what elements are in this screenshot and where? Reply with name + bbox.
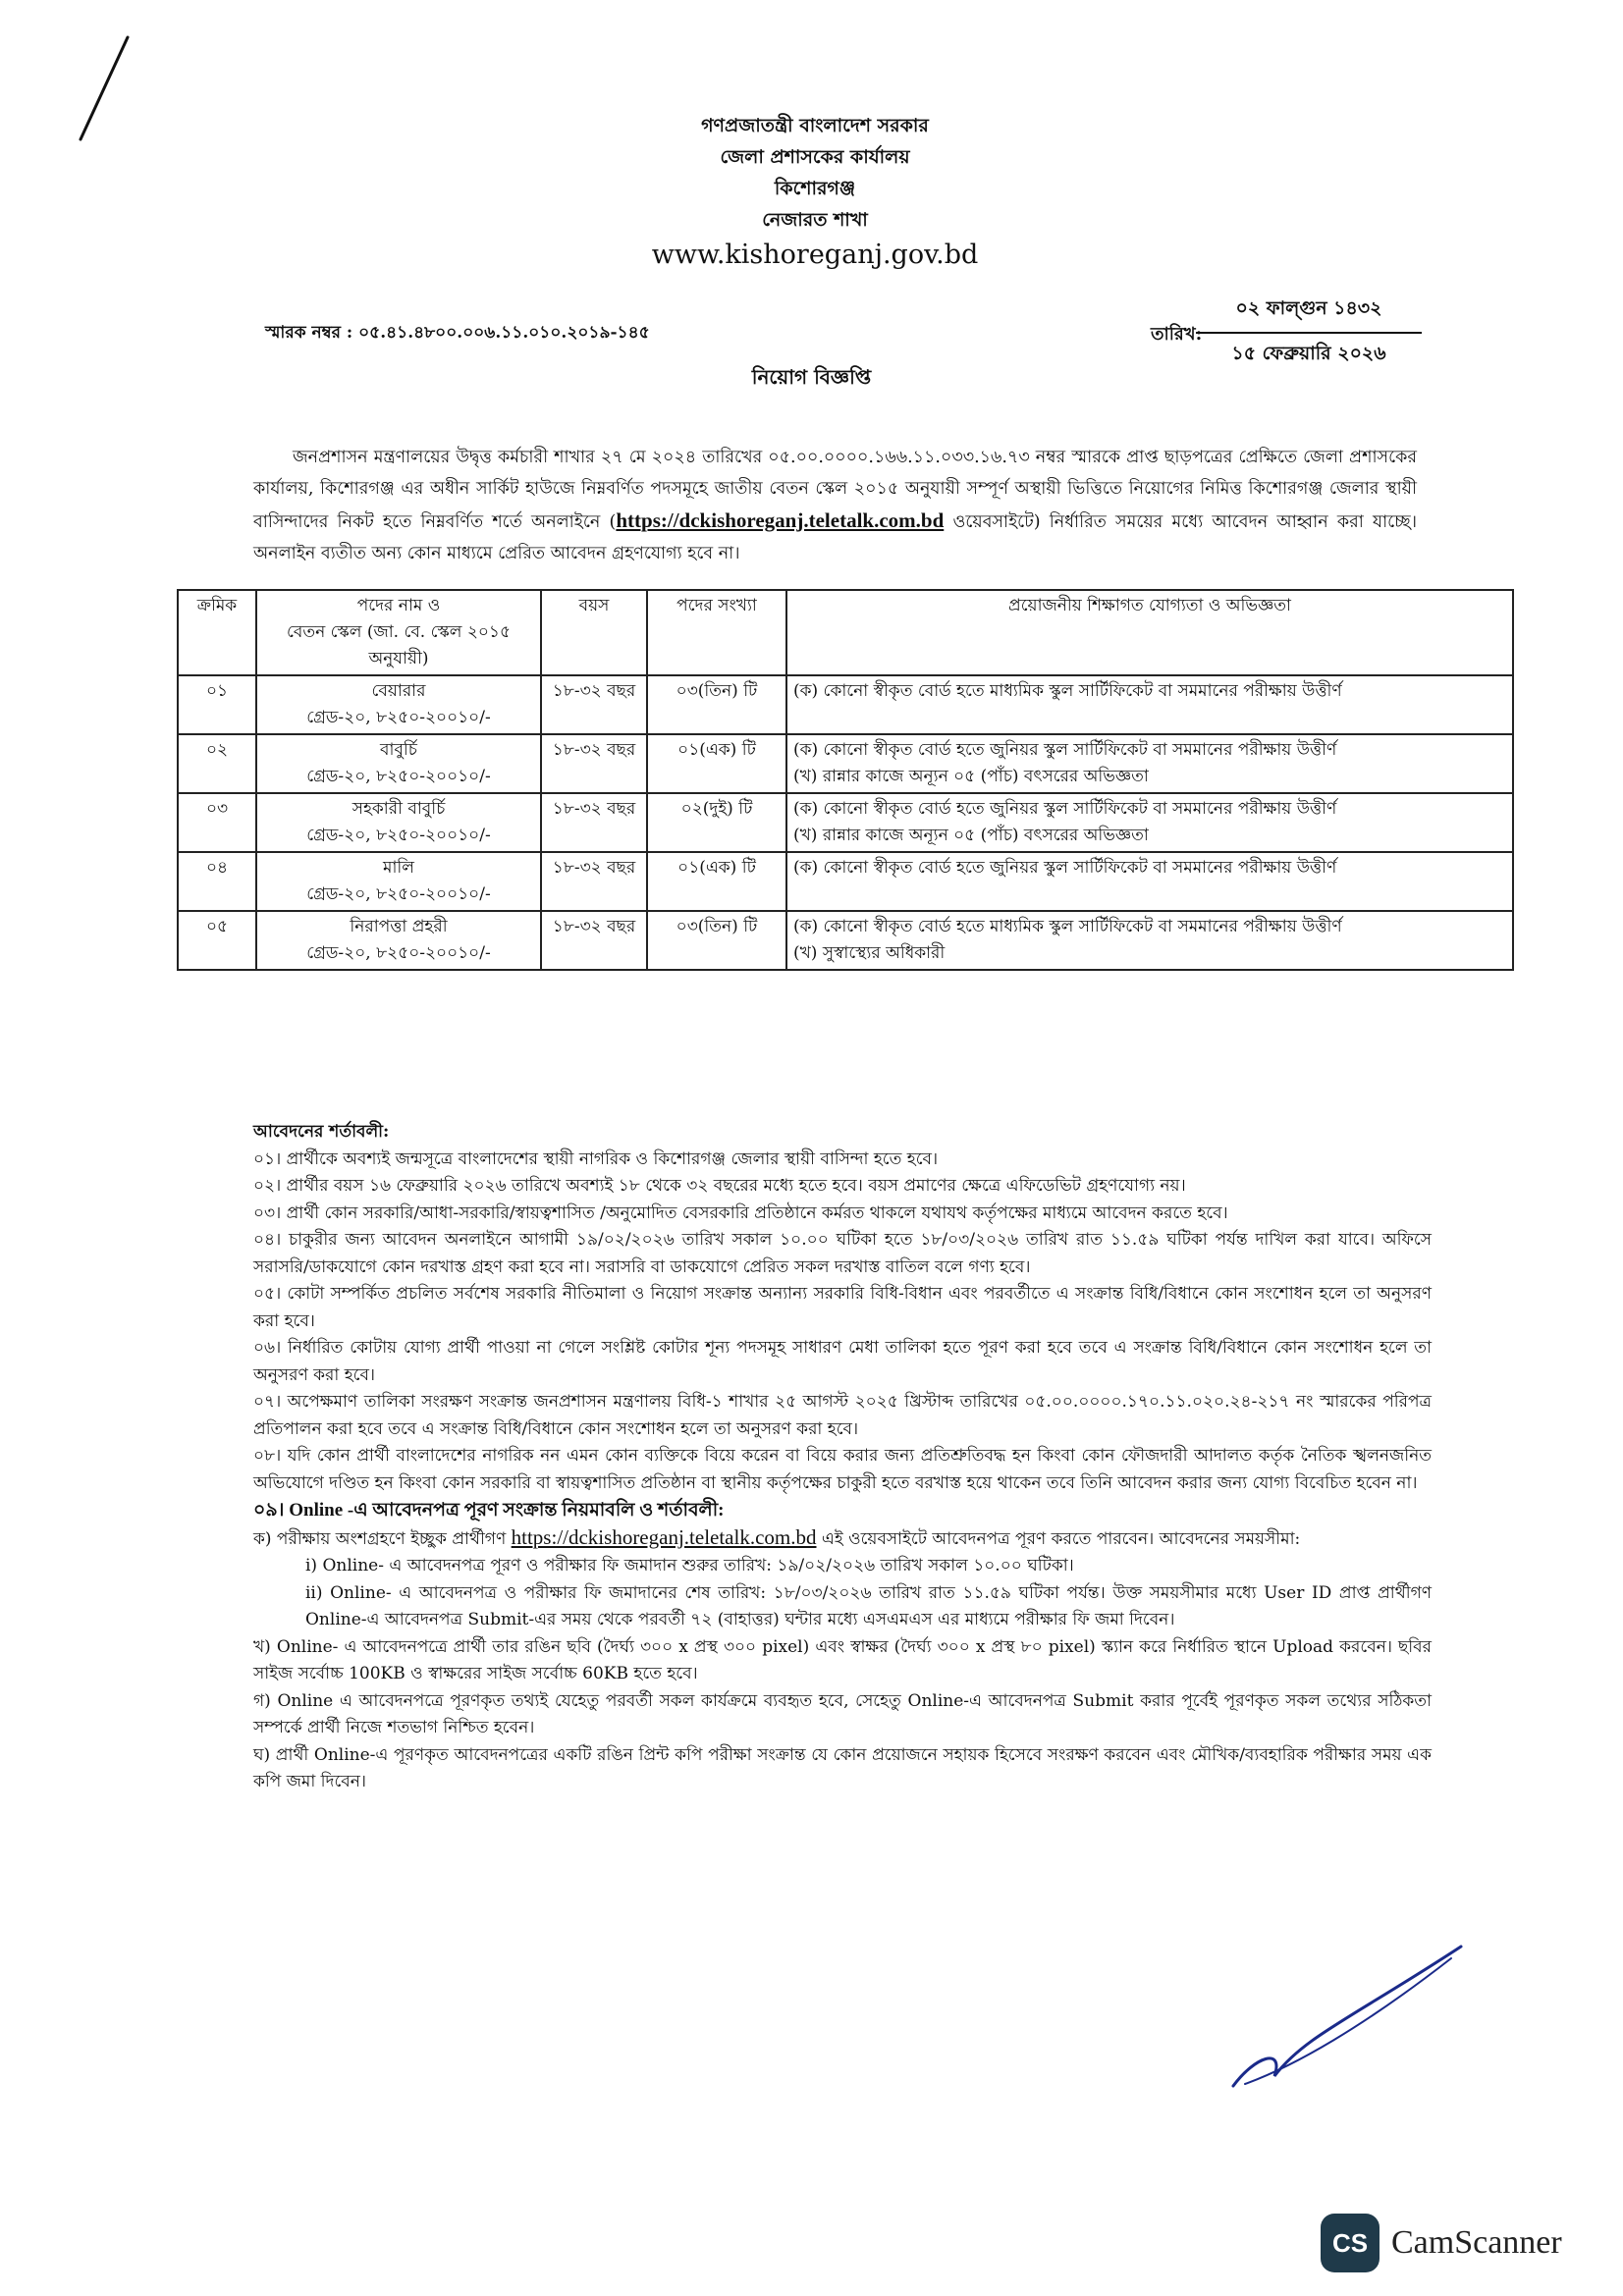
online-rule-start-date: i) Online- এ আবেদনপত্র পূরণ ও পরীক্ষার ফি জমাদান শুরুর তারিখ: ১৯/০২/২০২৬ তারিখ সকাল ১০.০০ ঘটিকা। — [305, 1556, 1074, 1575]
intro-text-1: জনপ্রশাসন মন্ত্রণালয়ের উদ্বৃত্ত কর্মচারী শাখার ২৭ মে ২০২৪ তারিখের ০৫.০০.০০০০.১৬৬.১১.০৩৩.১৬.৭৩ নম্বর স্মারকে প্রাপ্ত ছাড়পত্রের প্রেক্ষিতে জেলা প্রশাসকের কার্যালয়, কিশোরগঞ্জ এর অধীন সার্কিট হাউজে নিম্নবর্ণিত পদসমূহে জাতীয় বেতন স্কেল ২০১৫ অনুযায়ী সম্পূর্ণ অস্থায়ী ভিত্তিতে নিয়োগের নিমিত্ত কিশোরগঞ্জ জেলার স্থায়ী বাসিন্দাদের নিকট হতে নিম্নবর্ণিত শর্তে অনলাইনে ( — [253, 447, 1417, 532]
row-qualification-ka: (ক) কোনো স্বীকৃত বোর্ড হতে মাধ্যমিক স্কুল সার্টিফিকেট বা সমমানের পরীক্ষায় উত্তীর্ণ — [793, 681, 1342, 701]
table-row — [178, 852, 1513, 911]
row-qualification — [786, 675, 1513, 734]
condition-item: ০৬। নির্ধারিত কোটায় যোগ্য প্রার্থী পাওয়া না গেলে সংশ্লিষ্ট কোটার শূন্য পদসমূহ সাধারণ মেধা তালিকা হতে পূরণ করা হবে তবে এ সংক্রান্ত বিধি/বিধানে কোন সংশোধন হলে তা অনুসরণ করা হবে। — [253, 1338, 1432, 1385]
row-qualification-kha: (খ) রান্নার কাজে অন্যূন ০৫ (পাঁচ) বৎসরের অভিজ্ঞতা — [793, 767, 1149, 786]
row-pay-scale: গ্রেড-২০, ৮২৫০-২০০১০/- — [306, 826, 491, 845]
signature-mark — [1216, 1939, 1471, 2096]
header-government: গণপ্রজাতন্ত্রী বাংলাদেশ সরকার — [701, 115, 929, 136]
row-post — [256, 793, 541, 852]
condition-item: ০৪। চাকুরীর জন্য আবেদন অনলাইনে আগামী ১৯/০২/২০২৬ তারিখ সকাল ১০.০০ ঘটিকা হতে ১৮/০৩/২০২৬ তারিখ রাত ১১.৫৯ ঘটিকা পর্যন্ত দাখিল করা যাবে। অফিসে সরাসরি/ডাকযোগে কোন দরখাস্ত গ্রহণ করা হবে না। সরাসরি বা ডাকযোগে প্রেরিত সকল দরখাস্ত বাতিল বলে গণ্য হবে। — [253, 1230, 1432, 1277]
camscanner-watermark — [1321, 2212, 1562, 2274]
online-rule-ga: গ) Online এ আবেদনপত্রে পূরণকৃত তথ্যই যেহেতু পরবর্তী সকল কার্যক্রমে ব্যবহৃত হবে, সেহেতু Online-এ আবেদনপত্র Submit করার পূর্বেই পূরণকৃত সকল তথ্যের সঠিকতা সম্পর্কে প্রার্থী নিজে শতভাগ নিশ্চিত হবেন। — [253, 1690, 1432, 1737]
online-rule-kha: খ) Online- এ আবেদনপত্রে প্রার্থী তার রঙিন ছবি (দৈর্ঘ্য ৩০০ x প্রস্থ ৩০০ pixel) এবং স্বাক্ষর (দৈর্ঘ্য ৩০০ x প্রস্থ ৮০ pixel) স্ক্যান করে নির্ধারিত স্থানে Upload করবেন। ছবির সাইজ সর্বোচ্চ 100KB ও স্বাক্ষরের সাইজ সর্বোচ্চ 60KB হতে হবে। — [253, 1636, 1432, 1683]
header-office: জেলা প্রশাসকের কার্যালয় — [720, 146, 910, 168]
row-post-count: ০৩(তিন) টি — [647, 911, 786, 970]
row-post-name: সহকারী বাবুর্চি — [352, 799, 446, 819]
row-post — [256, 911, 541, 970]
camscanner-name: CamScanner — [1391, 2224, 1562, 2261]
row-qualification — [786, 911, 1513, 970]
condition-item: ০৫। কোটা সম্পর্কিত প্রচলিত সর্বশেষ সরকারি নীতিমালা ও নিয়োগ সংক্রান্ত অন্যান্য সরকারি বিধি-বিধান এবং পরবর্তীতে এ সংক্রান্ত বিধি/বিধানে কোন সংশোধন হলে তা অনুসরণ করা হবে। — [253, 1284, 1432, 1331]
row-pay-scale: গ্রেড-২০, ৮২৫০-২০০১০/- — [306, 708, 491, 727]
table-header-row — [178, 590, 1513, 675]
online-rule-ka-link[interactable]: https://dckishoreganj.teletalk.com.bd — [511, 1524, 817, 1549]
row-qualification-ka: (ক) কোনো স্বীকৃত বোর্ড হতে জুনিয়র স্কুল সার্টিফিকেট বা সমমানের পরীক্ষায় উত্তীর্ণ — [793, 799, 1337, 819]
row-pay-scale: গ্রেড-২০, ৮২৫০-২০০১০/- — [306, 884, 491, 904]
table-row — [178, 793, 1513, 852]
conditions-section — [253, 1119, 1432, 1796]
memo-number: স্মারক নম্বর : ০৫.৪১.৪৮০০.০০৬.১১.০১০.২০১৯-১৪৫ — [265, 323, 650, 343]
online-rule-ka — [253, 1524, 1432, 1554]
row-age: ১৮-৩২ বছর — [541, 793, 647, 852]
notice-title: নিয়োগ বিজ্ঞপ্তি — [751, 365, 872, 389]
row-qualification — [786, 793, 1513, 852]
row-post-count: ০১(এক) টি — [647, 852, 786, 911]
office-header — [550, 110, 1080, 271]
row-pay-scale: গ্রেড-২০, ৮২৫০-২০০১০/- — [306, 943, 491, 963]
condition-item: ০৩। প্রার্থী কোন সরকারি/আধা-সরকারি/স্বায়ত্বশাসিত /অনুমোদিত বেসরকারি প্রতিষ্ঠানে কর্মরত থাকলে যথাযথ কর্তৃপক্ষের মাধ্যমে আবেদন করতে হবে। — [253, 1202, 1228, 1223]
row-post-name: নিরাপত্তা প্রহরী — [350, 917, 448, 936]
row-post-name: বেয়ারার — [371, 681, 426, 701]
header-post-name-line2: বেতন স্কেল (জা. বে. স্কেল ২০১৫ অনুযায়ী) — [286, 622, 511, 668]
row-serial: ০২ — [178, 734, 256, 793]
online-rule-gha: ঘ) প্রার্থী Online-এ পূরণকৃত আবেদনপত্রের একটি রঙিন প্রিন্ট কপি পরীক্ষা সংক্রান্ত যে কোন প্রয়োজনে সহায়ক হিসেবে সংরক্ষণ করবেন এবং মৌখিক/ব্যবহারিক পরীক্ষার সময় এক কপি জমা দিবেন। — [253, 1744, 1432, 1791]
intro-paragraph — [253, 442, 1417, 569]
row-serial: ০৪ — [178, 852, 256, 911]
row-serial: ০১ — [178, 675, 256, 734]
row-age: ১৮-৩২ বছর — [541, 734, 647, 793]
row-age: ১৮-৩২ বছর — [541, 852, 647, 911]
header-serial: ক্রমিক — [178, 590, 256, 675]
row-serial: ০৫ — [178, 911, 256, 970]
header-section: নেজারত শাখা — [762, 209, 868, 231]
row-post-count: ০৩(তিন) টি — [647, 675, 786, 734]
intro-website-link[interactable]: https://dckishoreganj.teletalk.com.bd — [616, 507, 945, 532]
date-label: তারিখ: — [1151, 324, 1203, 345]
row-qualification — [786, 734, 1513, 793]
row-qualification-ka: (ক) কোনো স্বীকৃত বোর্ড হতে জুনিয়র স্কুল সার্টিফিকেট বা সমমানের পরীক্ষায় উত্তীর্ণ — [793, 858, 1337, 878]
row-qualification-kha: (খ) রান্নার কাজে অন্যূন ০৫ (পাঁচ) বৎসরের অভিজ্ঞতা — [793, 826, 1149, 845]
header-district: কিশোরগঞ্জ — [774, 178, 856, 199]
camscanner-logo-icon: CS — [1321, 2214, 1380, 2272]
row-post-name: মালি — [383, 858, 414, 878]
condition-item: ০২। প্রার্থীর বয়স ১৬ ফেব্রুয়ারি ২০২৬ তারিখে অবশ্যই ১৮ থেকে ৩২ বছরের মধ্যে হতে হবে। বয়স প্রমাণের ক্ষেত্রে এফিডেভিট গ্রহণযোগ্য নয়। — [253, 1176, 1186, 1196]
row-post — [256, 675, 541, 734]
intro-text-2: ওয়েবসাইটে) নির্ধারিত সময়ের মধ্যে আবেদন আহ্বান করা যাচ্ছে। অনলাইন ব্যতীত অন্য কোন মাধ্যমে প্রেরিত আবেদন গ্রহণযোগ্য হবে না। — [253, 511, 1417, 563]
table-row — [178, 734, 1513, 793]
header-qualification: প্রয়োজনীয় শিক্ষাগত যোগ্যতা ও অভিজ্ঞতা — [786, 590, 1513, 675]
row-serial: ০৩ — [178, 793, 256, 852]
online-rule-ka-suffix: এই ওয়েবসাইটে আবেদনপত্র পূরণ করতে পারবেন। আবেদনের সময়সীমা: — [816, 1528, 1301, 1549]
date-gregorian: ১৫ ফেব্রুয়ারি ২০২৬ — [1231, 343, 1386, 364]
row-qualification-kha: (খ) সুস্বাস্থ্যের অধিকারী — [793, 943, 946, 963]
row-age: ১৮-৩২ বছর — [541, 911, 647, 970]
row-qualification — [786, 852, 1513, 911]
row-post-count: ০২(দুই) টি — [647, 793, 786, 852]
row-pay-scale: গ্রেড-২০, ৮২৫০-২০০১০/- — [306, 767, 491, 786]
online-rule-end-date: ii) Online- এ আবেদনপত্র ও পরীক্ষার ফি জমাদানের শেষ তারিখ: ১৮/০৩/২০২৬ তারিখ রাত ১১.৫৯ ঘটিকা পর্যন্ত। উক্ত সময়সীমার মধ্যে User ID প্রাপ্ত প্রার্থীগণ Online-এ আবেদনপত্র Submit-এর সময় থেকে পরবর্তী ৭২ (বাহাত্তর) ঘন্টার মধ্যে এসএমএস এর মাধ্যমে পরীক্ষার ফি জমা দিবেন। — [305, 1582, 1432, 1629]
row-post-count: ০১(এক) টি — [647, 734, 786, 793]
condition-item: ০৭। অপেক্ষমাণ তালিকা সংরক্ষণ সংক্রান্ত জনপ্রশাসন মন্ত্রণালয় বিধি-১ শাখার ২৫ আগস্ট ২০২৫ খ্রিস্টাব্দ তারিখের ০৫.০০.০০০০.১৭০.১১.০২০.২৪-২১৭ নং স্মারকের পরিপত্র প্রতিপালন করা হবে তবে এ সংক্রান্ত বিধি/বিধানে কোন সংশোধন হলে তা অনুসরণ করা হবে। — [253, 1392, 1432, 1439]
header-website: www.kishoreganj.gov.bd — [651, 240, 979, 270]
header-post-name-line1: পদের নাম ও — [356, 596, 441, 615]
conditions-title: আবেদনের শর্তাবলী: — [253, 1122, 390, 1142]
header-post-name — [256, 590, 541, 675]
row-age: ১৮-৩২ বছর — [541, 675, 647, 734]
posts-table — [177, 589, 1514, 971]
header-post-count: পদের সংখ্যা — [647, 590, 786, 675]
pen-stroke-mark — [59, 29, 137, 147]
condition-item: ০৮। যদি কোন প্রার্থী বাংলাদেশের নাগরিক নন এমন কোন ব্যক্তিকে বিয়ে করেন বা বিয়ে করার জন্য প্রতিশ্রুতিবদ্ধ হন কিংবা কোন ফৌজদারী আদালত কর্তৃক নৈতিক স্খলনজনিত অভিযোগে দণ্ডিত হন কিংবা কোন সরকারি বা স্বায়ত্বশাসিত প্রতিষ্ঠান বা স্থানীয় কর্তৃপক্ষের চাকুরী হতে বরখাস্ত হয়ে থাকেন তবে তিনি আবেদন করার জন্য যোগ্য বিবেচিত হবেন না। — [253, 1446, 1432, 1493]
row-qualification-ka: (ক) কোনো স্বীকৃত বোর্ড হতে মাধ্যমিক স্কুল সার্টিফিকেট বা সমমানের পরীক্ষায় উত্তীর্ণ — [793, 917, 1342, 936]
row-post — [256, 734, 541, 793]
row-post-name: বাবুর্চি — [380, 740, 417, 760]
row-post — [256, 852, 541, 911]
table-row — [178, 911, 1513, 970]
online-rules-title: ০৯। Online -এ আবেদনপত্র পূরণ সংক্রান্ত নিয়মাবলি ও শর্তাবলী: — [253, 1500, 725, 1521]
online-rule-ka-prefix: ক) পরীক্ষায় অংশগ্রহণে ইচ্ছুক প্রার্থীগণ — [253, 1528, 512, 1549]
date-bangla: ০২ ফাল্গুন ১৪৩২ — [1196, 294, 1422, 334]
date-block — [1196, 294, 1422, 371]
row-qualification-ka: (ক) কোনো স্বীকৃত বোর্ড হতে জুনিয়র স্কুল সার্টিফিকেট বা সমমানের পরীক্ষায় উত্তীর্ণ — [793, 740, 1337, 760]
condition-item: ০১। প্রার্থীকে অবশ্যই জন্মসূত্রে বাংলাদেশের স্থায়ী নাগরিক ও কিশোরগঞ্জ জেলার স্থায়ী বাসিন্দা হতে হবে। — [253, 1148, 939, 1169]
table-row — [178, 675, 1513, 734]
header-age: বয়স — [541, 590, 647, 675]
